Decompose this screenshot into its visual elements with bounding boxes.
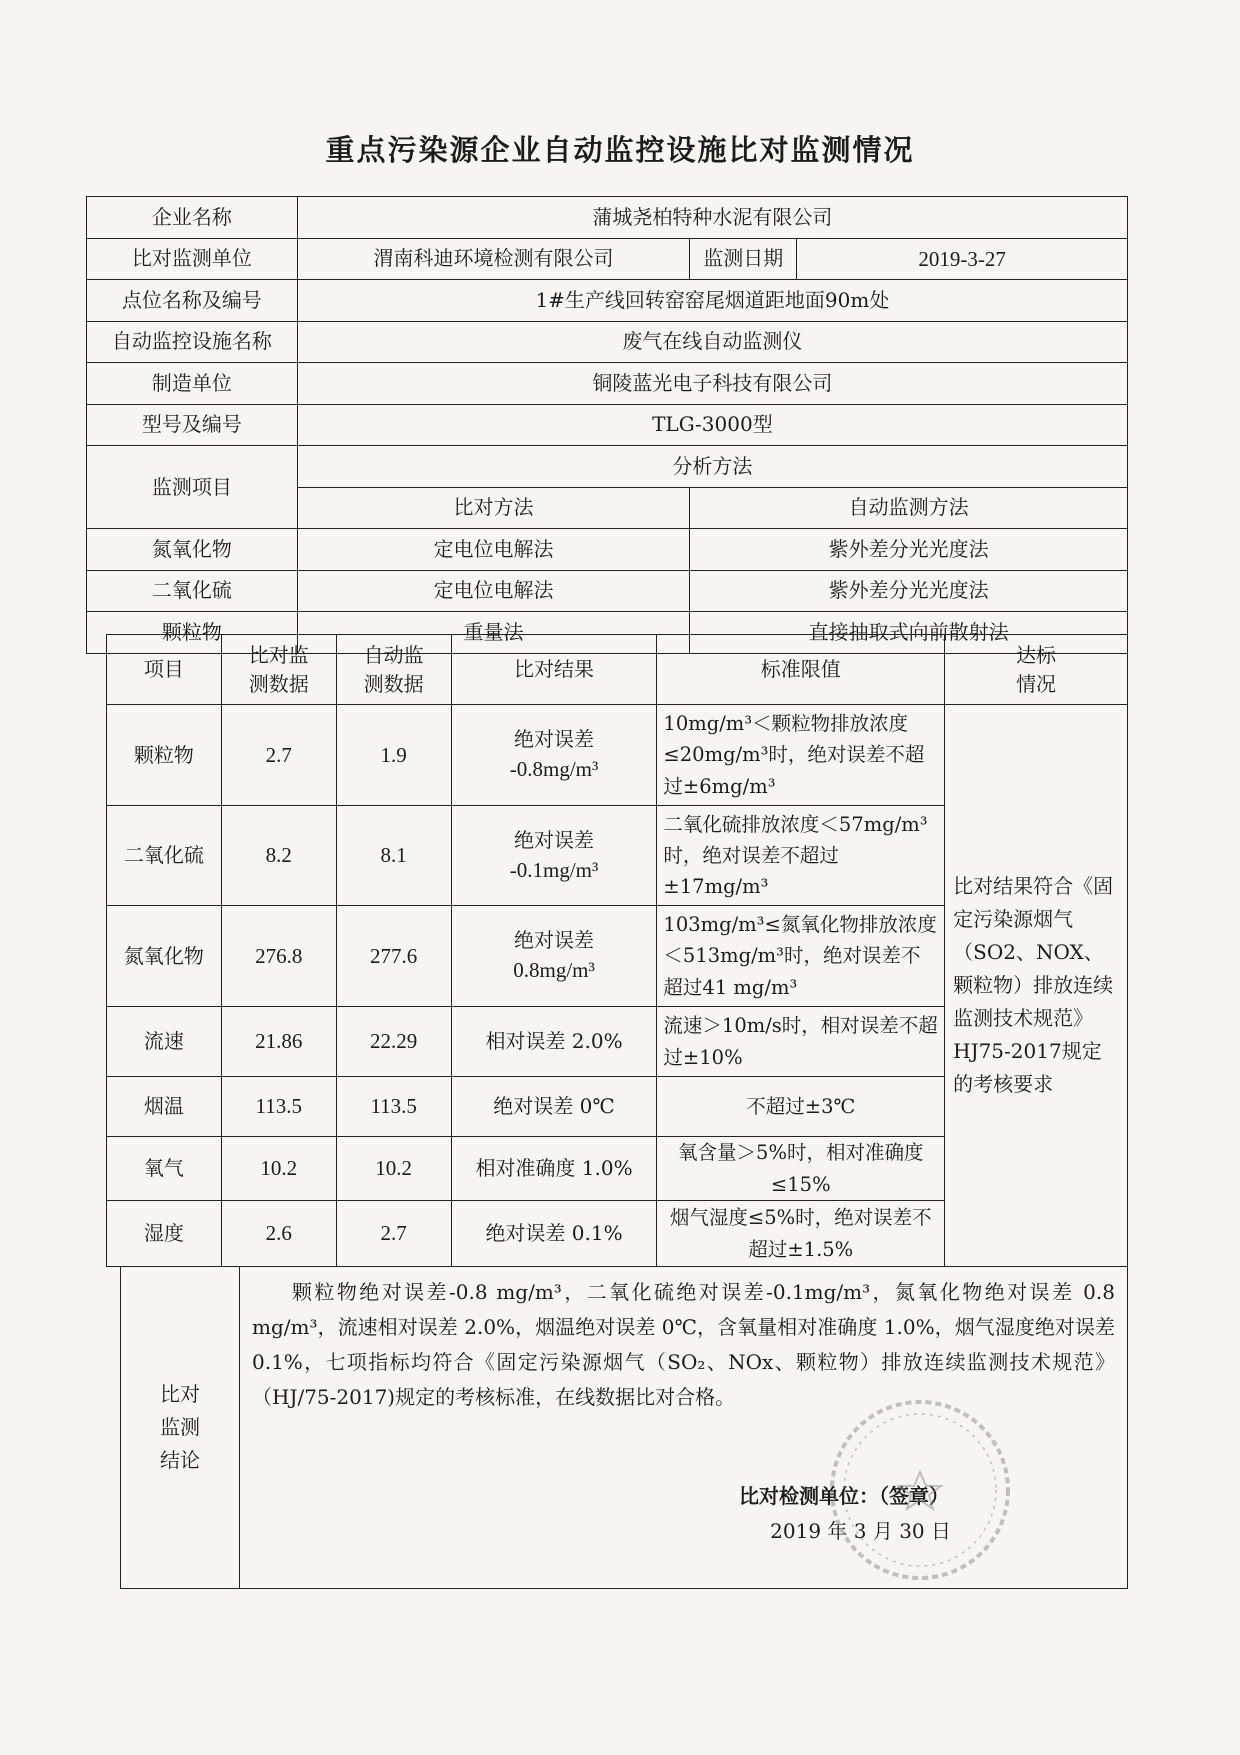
info-table — [86, 196, 1128, 654]
table-row — [87, 363, 1128, 405]
standard-limit: 氧含量＞5%时，相对准确度≤15% — [657, 1137, 945, 1201]
result-item: 氮氧化物 — [107, 906, 222, 1007]
analysis-method-header: 分析方法 — [297, 446, 1127, 488]
standard-limit: 烟气湿度≤5%时，绝对误差不超过±1.5% — [657, 1201, 945, 1267]
result-item: 湿度 — [107, 1201, 222, 1267]
result-item: 颗粒物 — [107, 705, 222, 806]
result-header: 比对结果 — [451, 635, 657, 705]
facility-value: 废气在线自动监测仪 — [297, 321, 1127, 363]
date-label: 监测日期 — [690, 238, 797, 280]
result-value: 绝对误差 -0.8mg/m³ — [451, 705, 657, 806]
table-row — [87, 529, 1128, 571]
table-row — [107, 705, 1128, 806]
standard-limit: 不超过±3℃ — [657, 1077, 945, 1137]
result-value: 绝对误差 0.1% — [451, 1201, 657, 1267]
result-value: 绝对误差 -0.1mg/m³ — [451, 806, 657, 906]
auto-value: 22.29 — [336, 1007, 451, 1077]
model-label: 型号及编号 — [87, 404, 298, 446]
signer-label: 比对检测单位：（签章） — [739, 1484, 949, 1508]
table-row — [87, 280, 1128, 322]
result-value: 绝对误差 0.8mg/m³ — [451, 906, 657, 1007]
verdict-text: 比对结果符合《固定污染源烟气（SO2、NOX、颗粒物）排放连续监测技术规范》HJ75-2017规定的考核要求 — [945, 705, 1128, 1267]
compare-value: 21.86 — [221, 1007, 336, 1077]
auto-value: 8.1 — [336, 806, 451, 906]
limit-header: 标准限值 — [657, 635, 945, 705]
compare-method: 重量法 — [297, 612, 690, 654]
standard-limit: 流速＞10m/s时，相对误差不超过±10% — [657, 1007, 945, 1077]
method-item: 二氧化硫 — [87, 570, 298, 612]
compare-value: 10.2 — [221, 1137, 336, 1201]
page-title: 重点污染源企业自动监控设施比对监测情况 — [325, 133, 915, 167]
table-row — [107, 635, 1128, 705]
result-item: 烟温 — [107, 1077, 222, 1137]
compare-value: 276.8 — [221, 906, 336, 1007]
table-row — [87, 570, 1128, 612]
compare-method: 定电位电解法 — [297, 529, 690, 571]
standard-limit: 103mg/m³≤氮氧化物排放浓度＜513mg/m³时，绝对误差不超过41 mg/m³ — [657, 906, 945, 1007]
seal-stamp-icon — [820, 1390, 1020, 1590]
item-header: 项目 — [107, 635, 222, 705]
auto-value: 277.6 — [336, 906, 451, 1007]
auto-value: 2.7 — [336, 1201, 451, 1267]
point-label: 点位名称及编号 — [87, 280, 298, 322]
compare-value: 2.6 — [221, 1201, 336, 1267]
model-value: TLG-3000型 — [297, 404, 1127, 446]
point-value: 1#生产线回转窑窑尾烟道距地面90m处 — [297, 280, 1127, 322]
compare-value: 2.7 — [221, 705, 336, 806]
result-item: 二氧化硫 — [107, 806, 222, 906]
maker-label: 制造单位 — [87, 363, 298, 405]
table-row — [87, 321, 1128, 363]
compare-value: 8.2 — [221, 806, 336, 906]
auto-data-header: 自动监 测数据 — [336, 635, 451, 705]
sign-date: 2019 年 3 月 30 日 — [770, 1519, 951, 1543]
result-value: 相对准确度 1.0% — [451, 1137, 657, 1201]
auto-method: 紫外差分光光度法 — [690, 570, 1128, 612]
auto-method: 紫外差分光光度法 — [690, 529, 1128, 571]
table-row — [87, 404, 1128, 446]
result-item: 流速 — [107, 1007, 222, 1077]
conclusion-text: 颗粒物绝对误差-0.8 mg/m³，二氧化硫绝对误差-0.1mg/m³，氮氧化物绝对误差 0.8 mg/m³，流速相对误差 2.0%，烟温绝对误差 0℃，含氧量相对准确度 1.0%，烟气湿度绝对误差 0.1%，七项指标均符合《固定污染源烟气（SO₂、NOx、颗粒物）排放连续监测技术规范》（HJ/75-2017)规定的考核标准，在线数据比对合格。 — [252, 1280, 1115, 1409]
compare-method: 定电位电解法 — [297, 570, 690, 612]
compare-value: 113.5 — [221, 1077, 336, 1137]
auto-method: 直接抽取式向前散射法 — [690, 612, 1128, 654]
auto-value: 10.2 — [336, 1137, 451, 1201]
auto-value: 1.9 — [336, 705, 451, 806]
compare-data-header: 比对监 测数据 — [221, 635, 336, 705]
method-item: 氮氧化物 — [87, 529, 298, 571]
table-row — [87, 238, 1128, 280]
result-value: 相对误差 2.0% — [451, 1007, 657, 1077]
results-table — [106, 634, 1128, 1267]
compare-method-header: 比对方法 — [297, 487, 690, 529]
table-row — [87, 197, 1128, 239]
standard-limit: 10mg/m³＜颗粒物排放浓度≤20mg/m³时，绝对误差不超过±6mg/m³ — [657, 705, 945, 806]
method-item: 颗粒物 — [87, 612, 298, 654]
unit-label: 比对监测单位 — [87, 238, 298, 280]
enterprise-value: 蒲城尧柏特种水泥有限公司 — [297, 197, 1127, 239]
conclusion-label: 比对 监测 结论 — [121, 1267, 240, 1589]
facility-label: 自动监控设施名称 — [87, 321, 298, 363]
status-header: 达标 情况 — [945, 635, 1128, 705]
table-row — [87, 446, 1128, 488]
enterprise-label: 企业名称 — [87, 197, 298, 239]
method-item-header: 监测项目 — [87, 446, 298, 529]
maker-value: 铜陵蓝光电子科技有限公司 — [297, 363, 1127, 405]
auto-value: 113.5 — [336, 1077, 451, 1137]
unit-value: 渭南科迪环境检测有限公司 — [297, 238, 690, 280]
result-value: 绝对误差 0℃ — [451, 1077, 657, 1137]
standard-limit: 二氧化硫排放浓度＜57mg/m³时，绝对误差不超过±17mg/m³ — [657, 806, 945, 906]
result-item: 氧气 — [107, 1137, 222, 1201]
auto-method-header: 自动监测方法 — [690, 487, 1128, 529]
date-value: 2019-3-27 — [797, 238, 1128, 280]
